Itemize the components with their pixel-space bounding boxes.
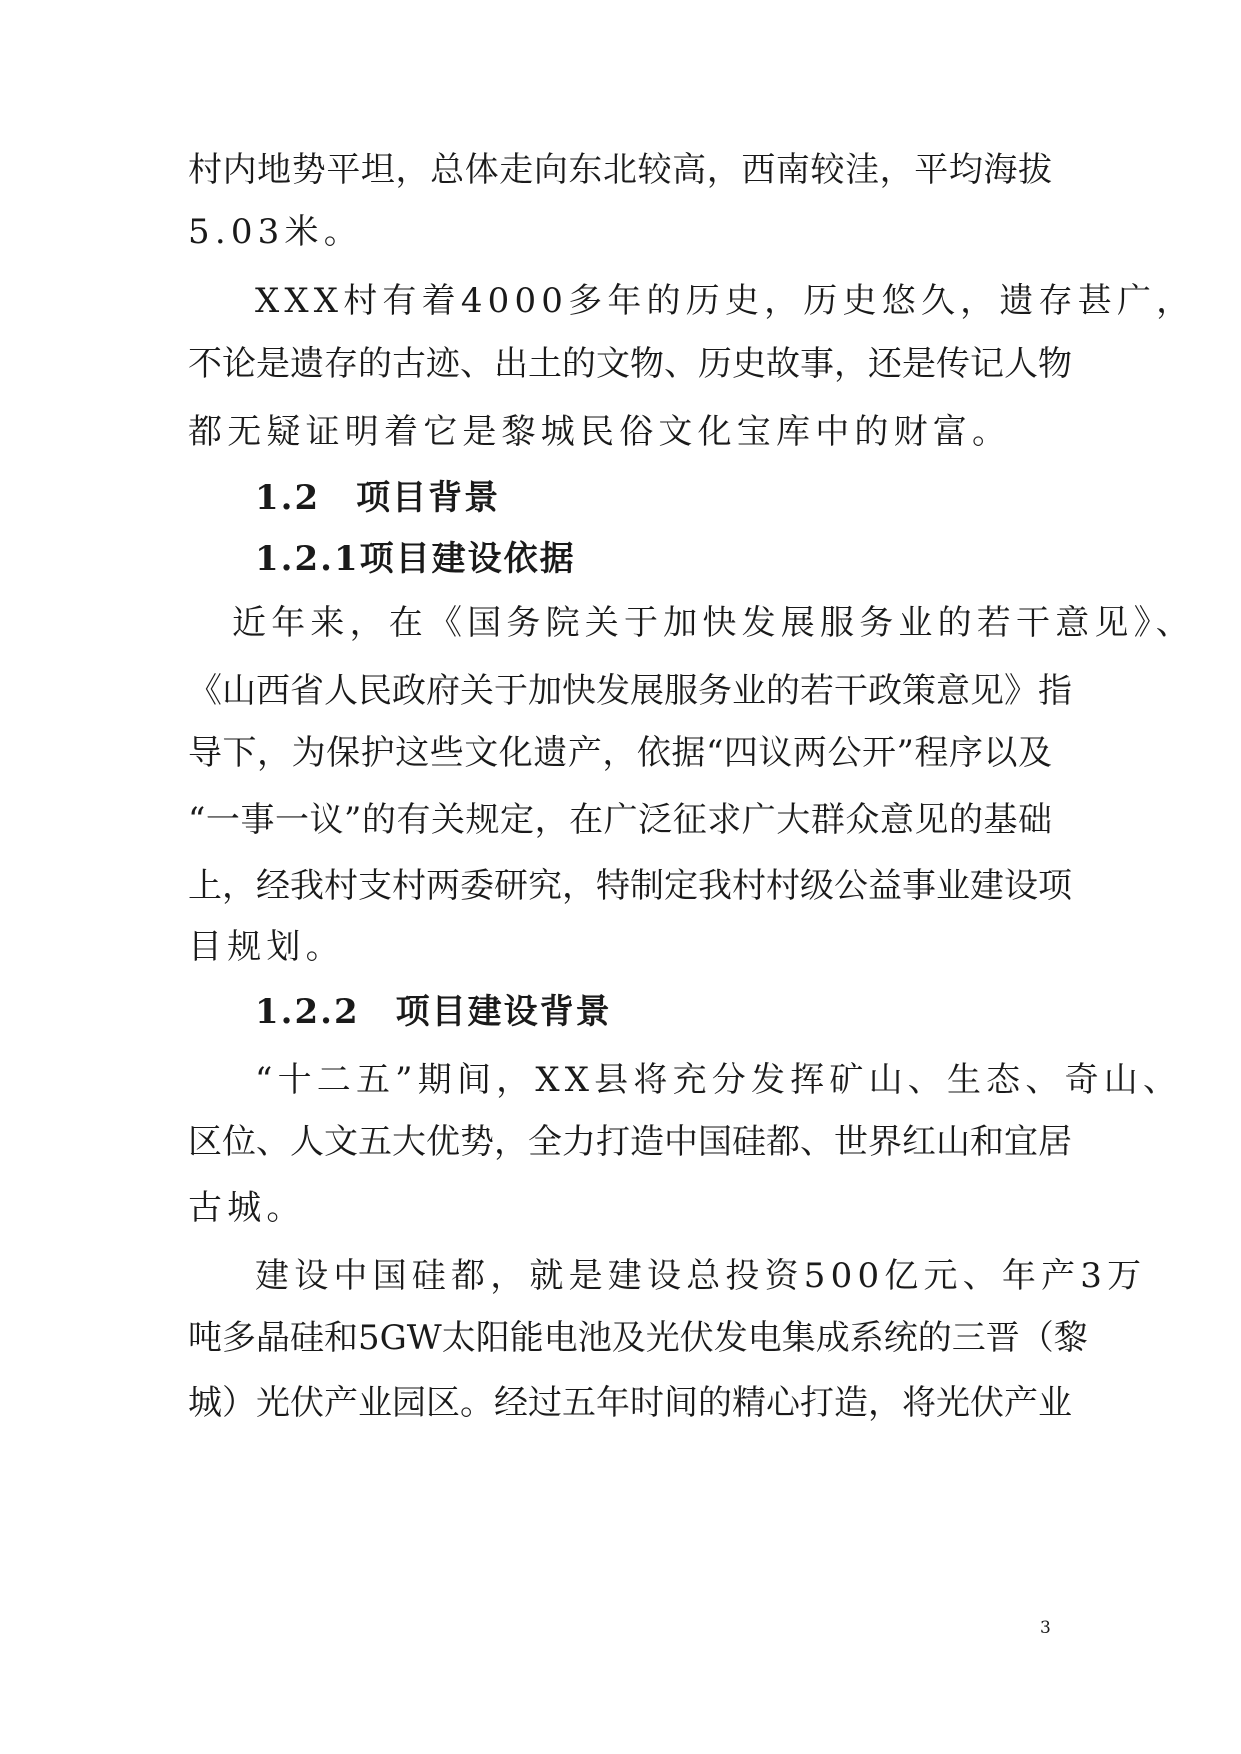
body-text-line: 城）光伏产业园区。经过五年时间的精心打造，将光伏产业 [188, 1383, 1072, 1423]
subsection-heading: 1.2.2 项目建设背景 [255, 992, 612, 1032]
body-text-line: 近年来，在《国务院关于加快发展服务业的若干意见》、 [232, 603, 1195, 643]
body-text-line: 吨多晶硅和5GW太阳能电池及光伏发电集成系统的三晋（黎 [188, 1318, 1088, 1358]
body-text-line: 都无疑证明着它是黎城民俗文化宝库中的财富。 [188, 412, 1012, 452]
body-text-line: 导下，为保护这些文化遗产，依据“四议两公开”程序以及 [188, 733, 1052, 773]
body-text-line: 古城。 [188, 1188, 306, 1228]
section-heading: 1.2 项目背景 [255, 478, 501, 518]
body-text-line: 《山西省人民政府关于加快发展服务业的若干政策意见》指 [188, 671, 1072, 711]
subsection-heading: 1.2.1项目建设依据 [255, 539, 576, 579]
body-text-line: 村内地势平坦，总体走向东北较高，西南较洼，平均海拔 [188, 150, 1052, 190]
body-text-line: 建设中国硅都，就是建设总投资500亿元、年产3万 [255, 1256, 1147, 1296]
page-number: 3 [1040, 1618, 1051, 1638]
body-text-line: 目规划。 [188, 927, 345, 967]
body-text-line: 区位、人文五大优势，全力打造中国硅都、世界红山和宜居 [188, 1122, 1072, 1162]
body-text-line: 不论是遗存的古迹、出土的文物、历史故事，还是传记人物 [188, 344, 1072, 384]
body-text-line: 5.03米。 [188, 212, 363, 252]
body-text-line: 上，经我村支村两委研究，特制定我村村级公益事业建设项 [188, 866, 1072, 906]
body-text-line: “十二五”期间，XX县将充分发挥矿山、生态、奇山、 [255, 1060, 1183, 1100]
body-text-line: “一事一议”的有关规定，在广泛征求广大群众意见的基础 [188, 800, 1052, 840]
body-text-line: XXX村有着4000多年的历史，历史悠久，遗存甚广， [255, 281, 1196, 321]
